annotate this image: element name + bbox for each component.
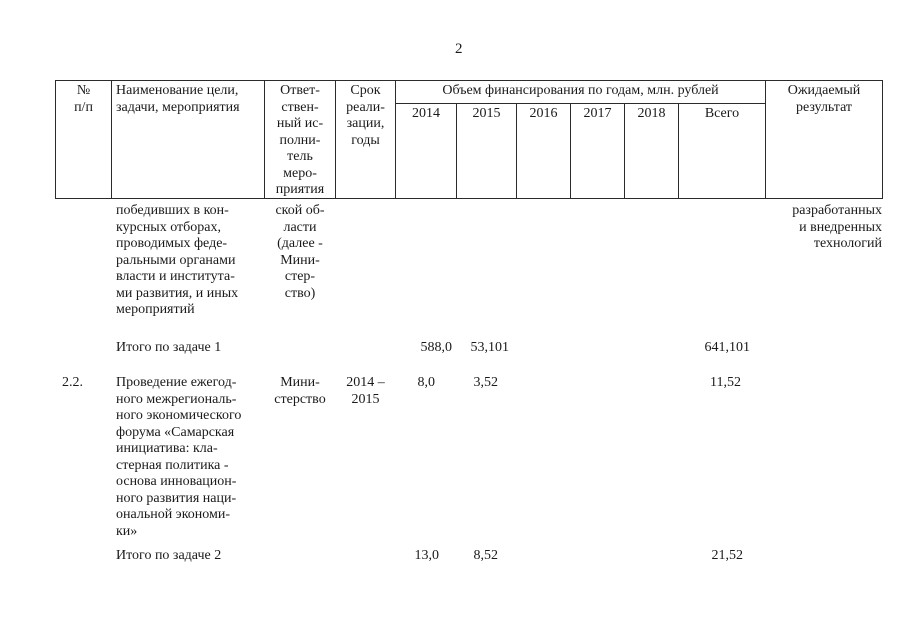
header-year-2014: 2014: [412, 106, 440, 121]
item-2-2-2015: 3,52: [473, 375, 498, 390]
total-task-2-2014: 13,0: [414, 548, 439, 563]
header-result: Ожидаемый результат: [787, 83, 861, 115]
header-responsible: Ответ- ствен- ный ис- полни- тель меро- приятия: [275, 83, 325, 197]
continued-responsible: ской об- ласти (далее - Мини- стер- ство): [275, 203, 325, 301]
header-total: Всего: [704, 106, 740, 121]
item-2-2-2014: 8,0: [417, 375, 435, 390]
header-term: Срок реали- зации, годы: [346, 83, 385, 148]
total-task-1-2015: 53,101: [470, 340, 509, 355]
item-2-2-num: 2.2.: [62, 375, 83, 390]
continued-name: победивших в кон- курсных отборах, проводимых феде- ральными органами власти и института- ми развития, и иных мероприятий: [116, 203, 239, 317]
header-year-2018: 2018: [637, 106, 666, 121]
item-2-2-total: 11,52: [710, 375, 741, 390]
total-task-2-2015: 8,52: [473, 548, 498, 563]
item-2-2-responsible: Мини- стерство: [274, 375, 326, 407]
header-num: № п/п: [74, 83, 93, 115]
header-name: Наименование цели, задачи, мероприятия: [116, 83, 240, 115]
item-2-2-term: 2014 – 2015: [346, 375, 385, 407]
total-task-2-total: 21,52: [711, 548, 743, 563]
header-year-2015: 2015: [472, 106, 501, 121]
total-task-2-label: Итого по задаче 2: [116, 548, 222, 563]
item-2-2-name: Проведение ежегод- ного межрегиональ- ного экономического форума «Самарская инициатива: кла- стерная политика - основа инновацион- ного развития наци- ональной экономи- ки»: [116, 375, 242, 539]
total-task-1-label: Итого по задаче 1: [116, 340, 222, 355]
header-year-2017: 2017: [583, 106, 612, 121]
total-task-1-total: 641,101: [704, 340, 750, 355]
page-number: 2: [455, 41, 463, 57]
header-year-2016: 2016: [529, 106, 558, 121]
header-funding: Объем финансирования по годам, млн. рублей: [442, 83, 719, 98]
continued-result: разработанных и внедренных технологий: [792, 203, 882, 251]
total-task-1-2014: 588,0: [420, 340, 452, 355]
